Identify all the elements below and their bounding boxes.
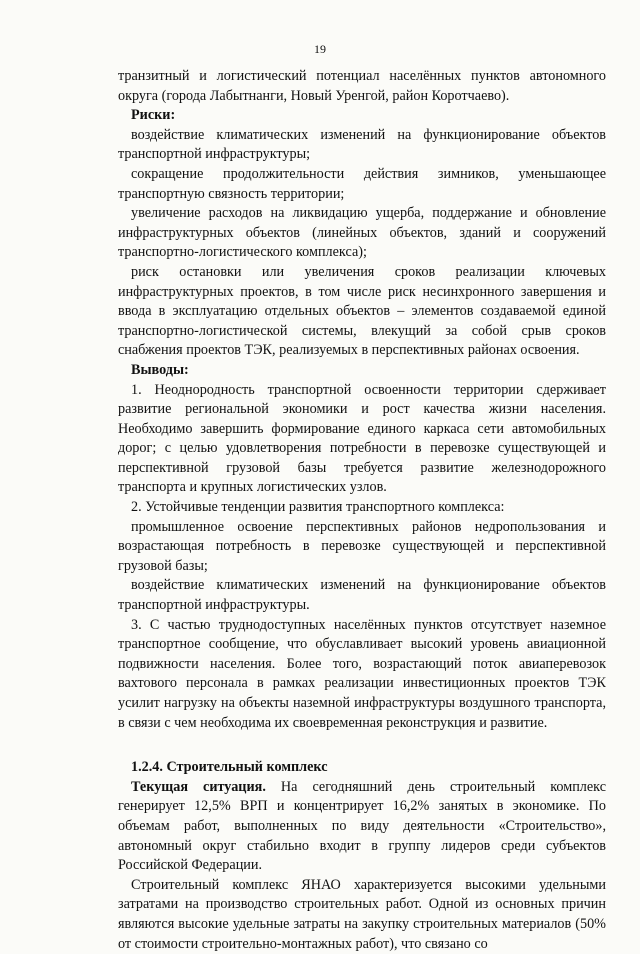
conclusion-3: 3. С частью труднодоступных населённых пунктов отсутствует наземное транспортное сообщение, что обуславливает высокий уровень авиационной подвижности населения. Более того, возрастающий поток авиаперевозок вахтового персонала в рамках реализации инвестиционных проектов ТЭК усилит нагрузку на объекты наземной инфраструктуры воздушного транспорта, в связи с чем необходима их своевременная реконструкция и развитие. — [118, 616, 606, 731]
conclusions-heading: Выводы: — [131, 361, 189, 378]
current-situation-text: На сегодняшний день строительный комплекс генерирует 12,5% ВРП и концентрирует 16,2% занятых в экономике. По объемам работ, выполненных по виду деятельности «Строительство», автономный округ стабильно входит в группу лидеров среди субъектов Российской Федерации. — [118, 778, 606, 874]
construction-costs-paragraph: Строительный комплекс ЯНАО характеризуется высокими удельными затратами на производство строительных работ. Одной из основных причин являются высокие удельные затраты на закупку строительных материалов (50% от стоимости строительно-монтажных работ), что связано со — [118, 876, 606, 952]
risk-item-climate: воздействие климатических изменений на функционирование объектов транспортной инфраструктуры; — [118, 126, 606, 163]
risk-item-project-delays: риск остановки или увеличения сроков реализации ключевых инфраструктурных проектов, в том числе риск несинхронного завершения и ввода в эксплуатацию отдельных объектов – элементов создаваемой единой транспортно-логистической системы, влекущий за собой срыв сроков снабжения проектов ТЭК, реализуемых в перспективных районах освоения. — [118, 263, 606, 359]
conclusion-1: 1. Неоднородность транспортной освоенности территории сдерживает развитие региональной экономики и рост качества жизни населения. Необходимо завершить формирование единого каркаса сети автомобильных дорог; с целью удовлетворения потребности в перевозке существующей и перспективной грузовой базы требуется развитие железнодорожного транспорта и крупных логистических узлов. — [118, 381, 606, 496]
current-situation-paragraph — [118, 778, 606, 876]
risks-heading: Риски: — [131, 107, 176, 124]
conclusion-2-item-b: воздействие климатических изменений на функционирование объектов транспортной инфраструктуры. — [118, 577, 606, 614]
current-situation-label: Текущая ситуация. — [131, 778, 266, 795]
conclusion-2: 2. Устойчивые тенденции развития транспортного комплекса: — [131, 499, 505, 516]
risk-item-winter-roads: сокращение продолжительности действия зимников, уменьшающее транспортную связность территории; — [118, 165, 606, 202]
section-title: 1.2.4. Строительный комплекс — [131, 759, 328, 776]
page-number: 19 — [314, 42, 326, 56]
paragraph-transit-potential: транзитный и логистический потенциал населённых пунктов автономного округа (города Лабытнанги, Новый Уренгой, район Коротчаево). — [118, 68, 606, 104]
risk-item-damage-costs: увеличение расходов на ликвидацию ущерба, поддержание и обновление инфраструктурных объектов (линейных объектов, зданий и сооружений транспортно-логистического комплекса); — [118, 205, 606, 261]
page-content — [118, 67, 606, 954]
conclusion-2-item-a: промышленное освоение перспективных районов недропользования и возрастающая потребность в перевозке существующей и перспективной грузовой базы; — [118, 518, 606, 574]
